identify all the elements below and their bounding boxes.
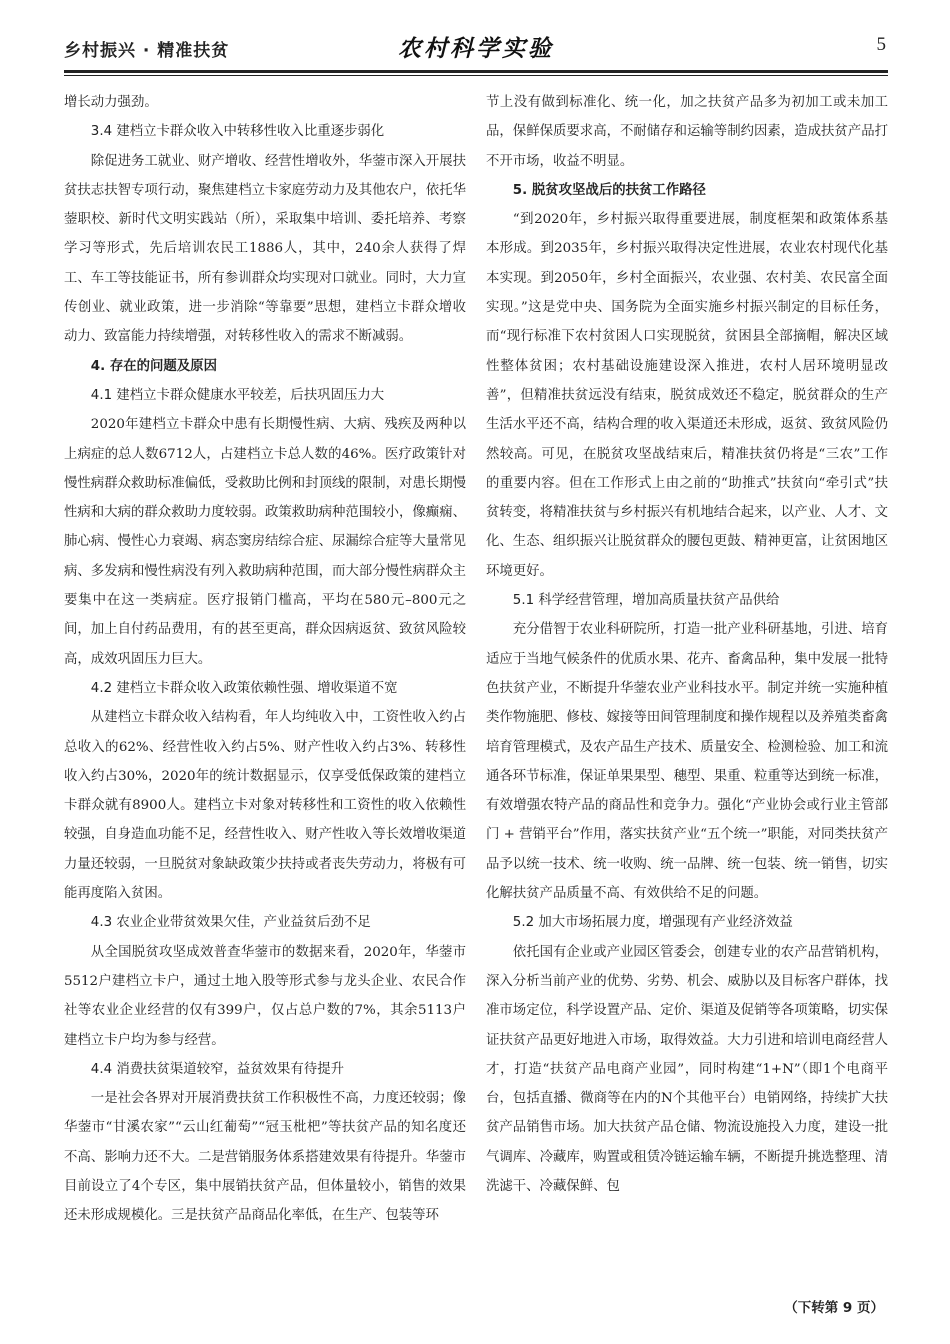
- body-paragraph: 节上没有做到标准化、统一化，加之扶贫产品多为初加工或未加工品，保鲜保质要求高，不耐储存和运输等制约因素，造成扶贫产品打不开市场，收益不明显。: [486, 95, 888, 169]
- body-paragraph: 除促进务工就业、财产增收、经营性增收外，华蓥市深入开展扶贫扶志扶智专项行动，聚焦建档立卡家庭劳动力及其他农户，依托华蓥职校、新时代文明实践站（所），采取集中培训、委托培养、考察学习等形式，先后培训农民工1886人，其中，240余人获得了焊工、车工等技能证书，所有参训群众均实现对口就业。同时，大力宣传创业、就业政策，进一步消除“等靠要”思想，建档立卡群众增收动力、致富能力持续增强，对转移性收入的需求不断减弱。: [64, 153, 466, 345]
- body-paragraph: 依托国有企业或产业园区管委会，创建专业的农产品营销机构，深入分析当前产业的优势、劣势、机会、威胁以及目标客户群体，找准市场定位，科学设置产品、定价、渠道及促销等各项策略，切实保证扶贫产品更好地进入市场，取得效益。大力引进和培训电商经营人才，打造“扶贫产品电商产业园”，同时构建“1+N”（即1个电商平台，包括直播、微商等在内的N个其他平台）电销网络，持续扩大扶贫产品销售市场。加大扶贫产品仓储、物流设施投入力度，建设一批气调库、冷藏库，购置或租赁冷链运输车辆，不断提升挑选整理、清洗滤干、冷藏保鲜、包: [486, 944, 888, 1194]
- section-title: 乡村振兴 · 精准扶贫: [64, 41, 230, 61]
- section-heading: 4.3 农业企业带贫效果欠佳，产业益贫后劲不足: [90, 915, 371, 931]
- body-paragraph: “到2020年，乡村振兴取得重要进展，制度框架和政策体系基本形成。到2035年，乡村振兴取得决定性进展，农业农村现代化基本实现。到2050年，乡村全面振兴，农业强、农村美、农民富全面实现。”这是党中央、国务院为全面实施乡村振兴制定的目标任务，而“现行标准下农村贫困人口实现脱贫，贫困县全部摘帽，解决区域性整体贫困；农村基础设施建设深入推进，农村人居环境明显改善”，但精准扶贫远没有结束，脱贫成效还不稳定，脱贫群众的生产生活水平还不高，结构合理的收入渠道还未形成，返贫、致贫风险仍然较高。可见，在脱贫攻坚战结束后，精准扶贫仍将是“三农”工作的重要内容。但在工作形式上由之前的“助推式”扶贫向“牵引式”扶贫转变，将精准扶贫与乡村振兴有机地结合起来，以产业、人才、文化、生态、组织振兴让脱贫群众的腰包更鼓、精神更富，让贫困地区环境更好。: [486, 212, 888, 579]
- body-paragraph: 充分借智于农业科研院所，打造一批产业科研基地，引进、培育适应于当地气候条件的优质水果、花卉、畜禽品种，集中发展一批特色扶贫产业，不断提升华蓥农业产业科技水平。制定并统一实施种植类作物施肥、修枝、嫁接等田间管理制度和操作规程以及养殖类畜禽培育管理模式，及农产品生产技术、质量安全、检测检验、加工和流通各环节标准，保证单果果型、穗型、果重、粒重等达到统一标准，有效增强农特产品的商品性和竞争力。强化“产业协会或行业主管部门 + 营销平台”作用，落实扶贫产业“五个统一”职能，对同类扶贫产品予以统一技术、统一收购、统一品牌、统一包装、统一销售，切实化解扶贫产品质量不高、有效供给不足的问题。: [486, 622, 888, 902]
- section-heading: 4.2 建档立卡群众收入政策依赖性强、增收渠道不宽: [90, 680, 398, 696]
- body-paragraph: 从建档立卡群众收入结构看，年人均纯收入中，工资性收入约占总收入的62%、经营性收入约占5%、财产性收入约占3%、转移性收入约占30%，2020年的统计数据显示，仅享受低保政策的建档立卡群众就有8900人。建档立卡对象对转移性和工资性的收入依赖性较强，自身造血功能不足，经营性收入、财产性收入等长效增收渠道力量还较弱，一旦脱贫对象缺政策少扶持或者丧失劳动力，将极有可能再度陷入贫困。: [64, 710, 466, 902]
- section-heading: 4.1 建档立卡群众健康水平较差，后扶巩固压力大: [90, 387, 385, 403]
- section-heading: 4. 存在的问题及原因: [90, 358, 217, 374]
- section-heading: 3.4 建档立卡群众收入中转移性收入比重逐步弱化: [90, 124, 385, 140]
- header-rule: [64, 70, 888, 73]
- page-number: 5: [876, 34, 886, 55]
- section-heading: 5.2 加大市场拓展力度，增强现有产业经济效益: [512, 915, 793, 931]
- body-paragraph: 一是社会各界对开展消费扶贫工作积极性不高，力度还较弱；像华蓥市“甘溪农家”“云山红葡萄”“冠玉枇杷”等扶贫产品的知名度还不高、影响力还不大。二是营销服务体系搭建效果有待提升。华蓥市目前设立了4个专区，集中展销扶贫产品，但体量较小，销售的效果还未形成规模化。三是扶贫产品商品化率低，在生产、包装等环: [64, 1091, 466, 1224]
- continuation-note: （下转第 9 页）: [784, 1300, 884, 1316]
- body-paragraph: 从全国脱贫攻坚成效普查华蓥市的数据来看，2020年，华蓥市5512户建档立卡户，通过土地入股等形式参与龙头企业、农民合作社等农业企业经营的仅有399户，仅占总户数的7%，其余5113户建档立卡户均为参与经营。: [64, 944, 466, 1048]
- right-column: [486, 88, 888, 1201]
- journal-title: 农村科学实验: [398, 35, 554, 62]
- section-heading: 4.4 消费扶贫渠道较窄，益贫效果有待提升: [90, 1061, 344, 1077]
- header-rule-thin: [64, 75, 888, 76]
- section-heading: 5.1 科学经营管理，增加高质量扶贫产品供给: [512, 593, 780, 609]
- left-column: [64, 88, 466, 1231]
- section-heading: 5. 脱贫攻坚战后的扶贫工作路径: [512, 182, 706, 198]
- body-paragraph: 增长动力强劲。: [64, 95, 158, 110]
- page-header: [64, 30, 888, 70]
- body-paragraph: 2020年建档立卡群众中患有长期慢性病、大病、残疾及两种以上病症的总人数6712人，占建档立卡总人数的46%。医疗政策针对慢性病群众救助标准偏低，受救助比例和封顶线的限制，对患长期慢性病和大病的群众救助力度较弱。政策救助病种范围较小，像癫痫、肺心病、慢性心力衰竭、病态窦房结综合症、尿漏综合症等大量常见病、多发病和慢性病没有列入救助病种范围，而大部分慢性病群众主要集中在这一类病症。医疗报销门槛高，平均在580元–800元之间，加上自付药品费用，有的甚至更高，群众因病返贫、致贫风险较高，成效巩固压力巨大。: [64, 417, 466, 667]
